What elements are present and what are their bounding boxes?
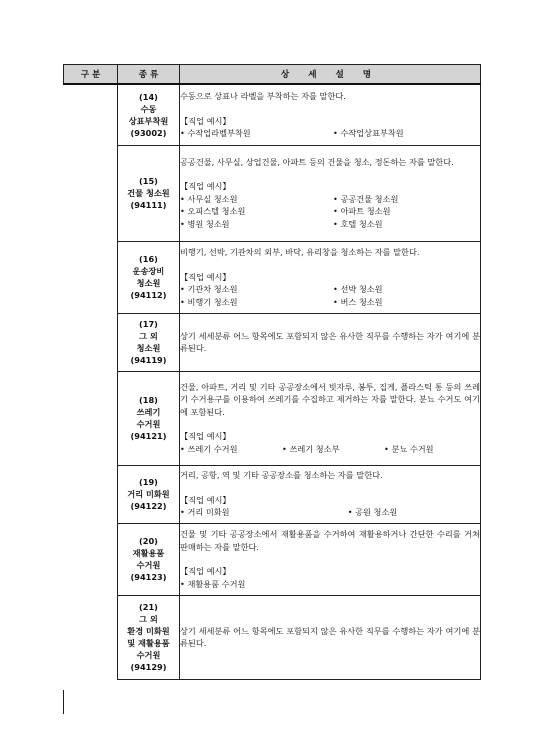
type-code: (94121) bbox=[130, 431, 167, 441]
description-text: 공공건물, 사무실, 상업건물, 아파트 등의 건물을 청소, 정돈하는 자를 말한다. bbox=[180, 156, 454, 167]
type-code: (94112) bbox=[130, 290, 167, 300]
type-code: (93002) bbox=[130, 127, 167, 138]
example-item: • 분뇨 수거원 bbox=[384, 443, 480, 456]
classification-table bbox=[63, 64, 481, 680]
description-cell bbox=[180, 313, 481, 371]
example-item: • 거리 미화원 bbox=[180, 506, 342, 519]
type-name: 수거원 bbox=[136, 650, 161, 660]
table-row bbox=[64, 84, 481, 145]
type-number: (16) bbox=[139, 254, 158, 264]
type-name: 수거원 bbox=[136, 560, 161, 570]
example-item: • 오피스텔 청소원 bbox=[180, 205, 327, 218]
type-code: (94129) bbox=[130, 662, 167, 672]
type-number: (15) bbox=[139, 176, 158, 186]
type-cell bbox=[118, 371, 180, 465]
description-cell bbox=[180, 595, 481, 679]
examples-label: 【직업 예시】 bbox=[180, 271, 231, 282]
description-text: 건물 및 기타 공공장소에서 재활용품을 수거하여 재활용하거나 간단한 수리를 거쳐 판매하는 자를 말한다. bbox=[180, 529, 480, 552]
category-cell bbox=[64, 84, 118, 679]
description-text: 거리, 공항, 역 및 기타 공공장소를 청소하는 자를 말한다. bbox=[180, 470, 383, 481]
type-number: (18) bbox=[139, 395, 158, 405]
examples-list bbox=[180, 506, 480, 519]
example-item: • 수작업상표부착원 bbox=[333, 127, 480, 140]
example-item: • 쓰레기 청소부 bbox=[282, 443, 378, 456]
example-item: • 비행기 청소원 bbox=[180, 296, 327, 309]
description-cell bbox=[180, 523, 481, 595]
examples-list bbox=[180, 443, 480, 456]
examples-list bbox=[180, 283, 480, 308]
table-header-row bbox=[64, 65, 481, 85]
example-item: • 선박 청소원 bbox=[333, 283, 480, 296]
example-item: • 쓰레기 수거원 bbox=[180, 443, 276, 456]
example-item: • 병원 청소원 bbox=[180, 218, 327, 231]
header-description: 상 세 설 명 bbox=[180, 65, 481, 85]
table-row bbox=[64, 465, 481, 523]
type-name: 수동 bbox=[140, 103, 157, 114]
example-item: • 사무실 청소원 bbox=[180, 193, 327, 206]
description-cell bbox=[180, 465, 481, 523]
type-name: 청소원 bbox=[136, 343, 161, 353]
left-border-line bbox=[63, 690, 64, 714]
type-name: 수거원 bbox=[136, 419, 161, 429]
type-name: 건물 청소원 bbox=[127, 188, 170, 198]
type-number: (17) bbox=[139, 319, 158, 329]
header-type: 종 류 bbox=[118, 65, 180, 85]
type-cell bbox=[118, 145, 180, 241]
description-cell bbox=[180, 84, 481, 145]
type-number: (19) bbox=[139, 477, 158, 487]
description-text: 건물, 아파트, 거리 및 기타 공공장소에서 빗자루, 봉투, 집게, 플라스틱 통 등의 쓰레기 수거용구를 이용하여 쓰레기를 수집하고 제거하는 자를 말한다. 분뇨 수거도 여기에 포함된다. bbox=[180, 381, 480, 417]
examples-list bbox=[180, 578, 480, 591]
example-item: • 버스 청소원 bbox=[333, 296, 480, 309]
description-cell bbox=[180, 241, 481, 313]
examples-label: 【직업 예시】 bbox=[180, 566, 231, 576]
examples-list bbox=[180, 127, 480, 140]
type-cell bbox=[118, 313, 180, 371]
description-text: 비행기, 선박, 기관차의 외부, 바닥, 유리창을 청소하는 자를 말한다. bbox=[180, 247, 420, 257]
type-cell bbox=[118, 241, 180, 313]
description-text: 상기 세세분류 어느 항목에도 포함되지 않은 유사한 직무를 수행하는 자가 여기에 분류된다. bbox=[180, 330, 480, 353]
example-item: • 공원 청소원 bbox=[348, 506, 480, 519]
examples-label: 【직업 예시】 bbox=[180, 431, 231, 442]
examples-list bbox=[180, 193, 480, 231]
description-text: 상기 세세분류 어느 항목에도 포함되지 않은 유사한 직무를 수행하는 자가 여기에 분류된다. bbox=[180, 625, 480, 648]
type-name: 거리 미화원 bbox=[127, 489, 170, 499]
type-code: (94123) bbox=[130, 572, 167, 582]
description-cell bbox=[180, 371, 481, 465]
table-row bbox=[64, 523, 481, 595]
table-row bbox=[64, 371, 481, 465]
table-row bbox=[64, 313, 481, 371]
type-name: 운송장비 bbox=[132, 266, 165, 276]
table-row bbox=[64, 241, 481, 313]
type-name: 환경 미화원 bbox=[127, 626, 170, 636]
type-code: (94122) bbox=[130, 501, 167, 511]
examples-label: 【직업 예시】 bbox=[180, 494, 231, 505]
example-item: • 호텔 청소원 bbox=[333, 218, 480, 231]
example-item: • 아파트 청소원 bbox=[333, 205, 480, 218]
type-cell bbox=[118, 465, 180, 523]
type-name: 재활용품 bbox=[132, 548, 165, 558]
header-category: 구 분 bbox=[64, 65, 118, 85]
type-name: 그 외 bbox=[139, 614, 158, 624]
type-code: (94119) bbox=[130, 355, 167, 365]
example-item: • 공공건물 청소원 bbox=[333, 193, 480, 206]
description-cell bbox=[180, 145, 481, 241]
description-text: 수동으로 상표나 라벨을 부착하는 자를 말한다. bbox=[180, 91, 346, 101]
type-name: 그 외 bbox=[139, 331, 158, 341]
type-name: 청소원 bbox=[136, 278, 161, 288]
type-cell bbox=[118, 523, 180, 595]
type-code: (94111) bbox=[130, 200, 167, 210]
type-name: 쓰레기 bbox=[136, 407, 161, 417]
type-cell bbox=[118, 595, 180, 679]
type-cell bbox=[118, 84, 180, 145]
examples-label: 【직업 예시】 bbox=[180, 115, 231, 126]
type-number: (14) bbox=[139, 91, 158, 102]
example-item: • 재활용품 수거원 bbox=[180, 578, 327, 591]
example-item: • 기관차 청소원 bbox=[180, 283, 327, 296]
table-row bbox=[64, 595, 481, 679]
type-name: 상표부착원 bbox=[128, 115, 169, 126]
table-row bbox=[64, 145, 481, 241]
type-name: 및 재활용품 bbox=[127, 638, 170, 648]
examples-label: 【직업 예시】 bbox=[180, 181, 231, 192]
type-number: (21) bbox=[139, 602, 158, 612]
type-number: (20) bbox=[139, 536, 158, 546]
example-item: • 수작업라벨부착원 bbox=[180, 127, 327, 140]
